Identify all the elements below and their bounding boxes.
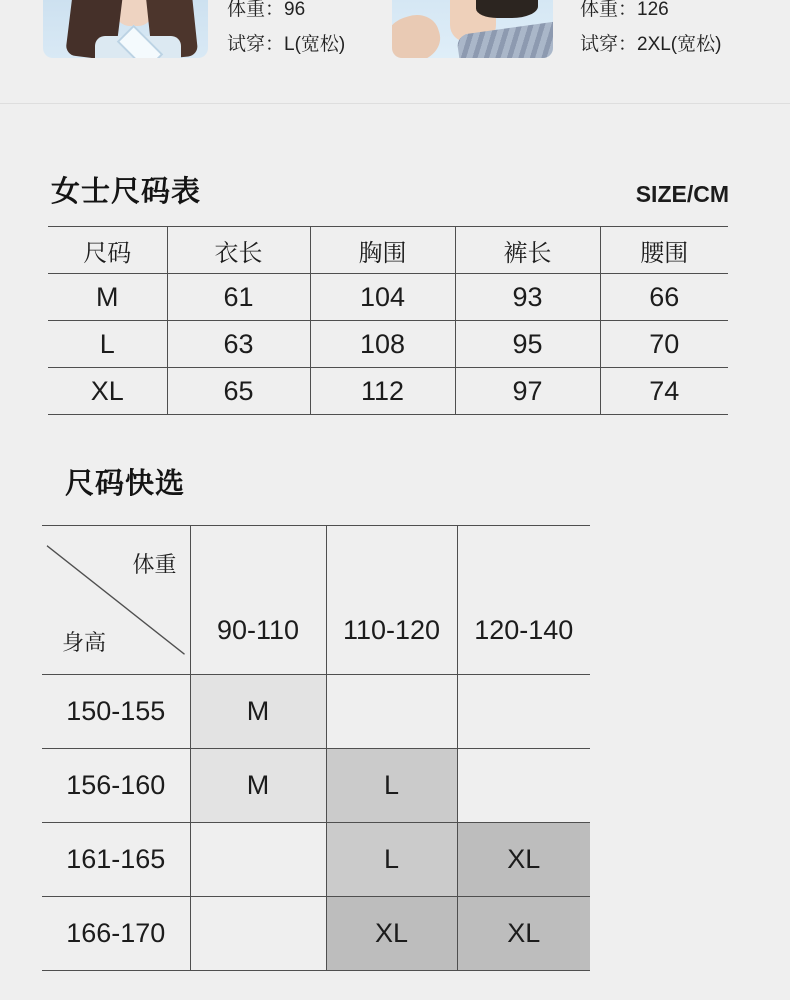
female-model-photo (43, 0, 208, 58)
recommended-size-cell: M (190, 749, 326, 823)
waist-value: 74 (600, 368, 728, 415)
height-row-161-165 (42, 823, 590, 897)
recommended-size-cell (190, 897, 326, 971)
model-try-on-section (0, 0, 790, 103)
garment-length-value: 65 (167, 368, 310, 415)
col-header-bust: 胸围 (310, 227, 455, 274)
section-divider (0, 103, 790, 104)
corner-header-cell (42, 526, 190, 675)
quick-table-header-row (42, 526, 590, 675)
weight-col-header: 110-120 (326, 526, 457, 675)
corner-height-label: 身高 (62, 630, 107, 655)
col-header-pants-length: 裤长 (455, 227, 600, 274)
garment-length-value: 61 (167, 274, 310, 321)
recommended-size-cell: XL (457, 897, 590, 971)
height-row-166-170 (42, 897, 590, 971)
male-model-hand (392, 9, 446, 58)
women-size-table (48, 226, 728, 415)
height-range-label: 166-170 (42, 897, 190, 971)
female-model-info (227, 0, 345, 55)
size-row-l (48, 321, 728, 368)
height-row-150-155 (42, 675, 590, 749)
recommended-size-cell (457, 675, 590, 749)
size-label: XL (48, 368, 167, 415)
height-row-156-160 (42, 749, 590, 823)
size-label: M (48, 274, 167, 321)
waist-value: 66 (600, 274, 728, 321)
quick-select-title: 尺码快选 (65, 468, 186, 500)
recommended-size-cell: L (326, 749, 457, 823)
recommended-size-cell: XL (457, 823, 590, 897)
height-range-label: 161-165 (42, 823, 190, 897)
recommended-size-cell (457, 749, 590, 823)
male-model-weight: 体重：126 (580, 0, 669, 20)
pants-length-value: 93 (455, 274, 600, 321)
bust-value: 108 (310, 321, 455, 368)
size-row-xl (48, 368, 728, 415)
quick-size-table (42, 525, 590, 971)
garment-length-value: 63 (167, 321, 310, 368)
male-model-info (580, 0, 721, 55)
col-header-waist: 腰围 (600, 227, 728, 274)
recommended-size-cell: XL (326, 897, 457, 971)
pants-length-value: 97 (455, 368, 600, 415)
recommended-size-cell: L (326, 823, 457, 897)
size-unit-label: SIZE/CM (635, 181, 729, 207)
waist-value: 70 (600, 321, 728, 368)
recommended-size-cell (326, 675, 457, 749)
bust-value: 112 (310, 368, 455, 415)
women-size-table-header-row (48, 227, 728, 274)
col-header-size: 尺码 (48, 227, 167, 274)
weight-col-header: 120-140 (457, 526, 590, 675)
female-model-fit-size: 试穿：L(宽松) (227, 34, 346, 55)
height-range-label: 156-160 (42, 749, 190, 823)
size-row-m (48, 274, 728, 321)
bust-value: 104 (310, 274, 455, 321)
weight-col-header: 90-110 (190, 526, 326, 675)
recommended-size-cell (190, 823, 326, 897)
col-header-garment-length: 衣长 (167, 227, 310, 274)
recommended-size-cell: M (190, 675, 326, 749)
pants-length-value: 95 (455, 321, 600, 368)
male-model-fit-size: 试穿：2XL(宽松) (580, 34, 722, 55)
height-range-label: 150-155 (42, 675, 190, 749)
corner-weight-label: 体重 (132, 552, 177, 577)
size-label: L (48, 321, 167, 368)
male-model-hair (476, 0, 538, 18)
women-size-chart-title: 女士尺码表 (51, 176, 202, 208)
female-model-weight: 体重：96 (227, 0, 306, 20)
male-model-photo (392, 0, 553, 58)
